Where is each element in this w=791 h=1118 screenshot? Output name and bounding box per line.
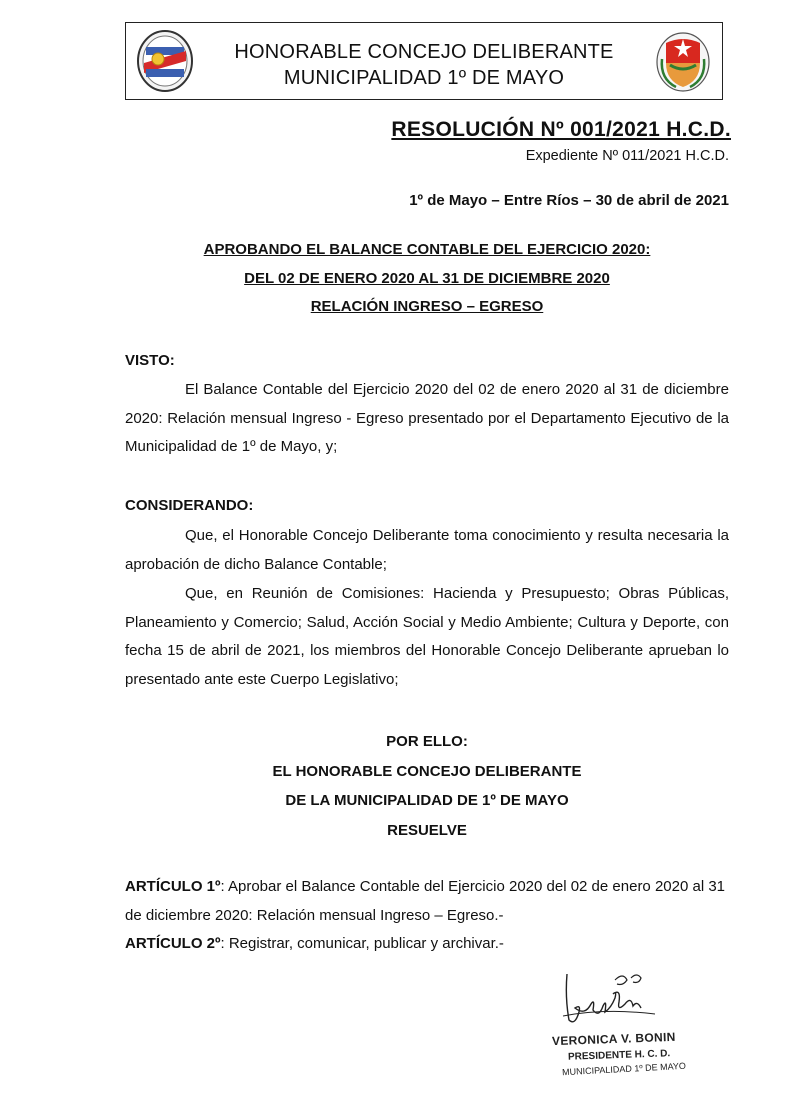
handwritten-signature bbox=[545, 968, 685, 1028]
subject-line-1: APROBANDO EL BALANCE CONTABLE DEL EJERCICIO 2020: bbox=[203, 241, 651, 258]
article-1-text: : Aprobar el Balance Contable del Ejercicio 2020 del 02 de enero 2020 al 31 de diciembre 2020: Relación mensual Ingreso – Egreso.- bbox=[125, 878, 726, 924]
visto-heading: VISTO: bbox=[125, 352, 175, 369]
letterhead-line-2: MUNICIPALIDAD 1º DE MAYO bbox=[283, 67, 565, 89]
provincial-shield-icon bbox=[654, 29, 712, 93]
resolve-body-line-1: EL HONORABLE CONCEJO DELIBERANTE bbox=[272, 762, 582, 780]
considerando-paragraph-2: Que, en Reunión de Comisiones: Hacienda y Presupuesto; Obras Públicas, Planeamiento y Comercio; Salud, Acción Social y Medio Ambiente; Cultura y Deporte, con fecha 15 de abril de 2021, los miembros del Honorable Concejo Deliberante aprueban lo presentado ante este Cuerpo Legislativo; bbox=[125, 585, 729, 688]
place-and-date: 1º de Mayo – Entre Ríos – 30 de abril de 2021 bbox=[409, 192, 729, 209]
visto-paragraph: El Balance Contable del Ejercicio 2020 del 02 de enero 2020 al 31 de diciembre 2020: Relación mensual Ingreso - Egreso presentado por el Departamento Ejecutivo de la Municipalidad de 1º de Mayo, y; bbox=[125, 381, 729, 455]
letterhead-line-1: HONORABLE CONCEJO DELIBERANTE bbox=[234, 41, 614, 63]
subject-line-3: RELACIÓN INGRESO – EGRESO bbox=[310, 298, 544, 315]
resolve-body-line-2: DE LA MUNICIPALIDAD DE 1º DE MAYO bbox=[285, 792, 569, 809]
expediente-number: Expediente Nº 011/2021 H.C.D. bbox=[525, 148, 729, 164]
resolve-block bbox=[125, 727, 729, 845]
considerando-heading: CONSIDERANDO: bbox=[125, 497, 254, 514]
article-1-label: ARTÍCULO 1º bbox=[125, 878, 221, 895]
article-2 bbox=[125, 929, 729, 958]
article-2-text: : Registrar, comunicar, publicar y archivar.- bbox=[220, 935, 504, 952]
article-2-label: ARTÍCULO 2º bbox=[125, 935, 221, 952]
signatory-place: MUNICIPALIDAD 1º DE MAYO bbox=[561, 1060, 687, 1078]
resolution-subject bbox=[125, 236, 729, 322]
por-ello: POR ELLO: bbox=[386, 733, 468, 750]
signatory-name: VERONICA V. BONIN bbox=[551, 1029, 676, 1049]
letterhead bbox=[125, 22, 723, 100]
resolution-title: RESOLUCIÓN Nº 001/2021 H.C.D. bbox=[391, 118, 731, 141]
considerando-paragraph-1: Que, el Honorable Concejo Deliberante toma conocimiento y resulta necesaria la aprobación de dicho Balance Contable; bbox=[125, 527, 729, 573]
resuelve: RESUELVE bbox=[387, 821, 467, 839]
article-1 bbox=[125, 872, 729, 930]
signatory-role: PRESIDENTE H. C. D. bbox=[567, 1048, 671, 1063]
municipal-seal-left-icon bbox=[136, 29, 194, 93]
subject-line-2: DEL 02 DE ENERO 2020 AL 31 DE DICIEMBRE 2020 bbox=[244, 269, 610, 287]
letterhead-title bbox=[206, 39, 642, 91]
